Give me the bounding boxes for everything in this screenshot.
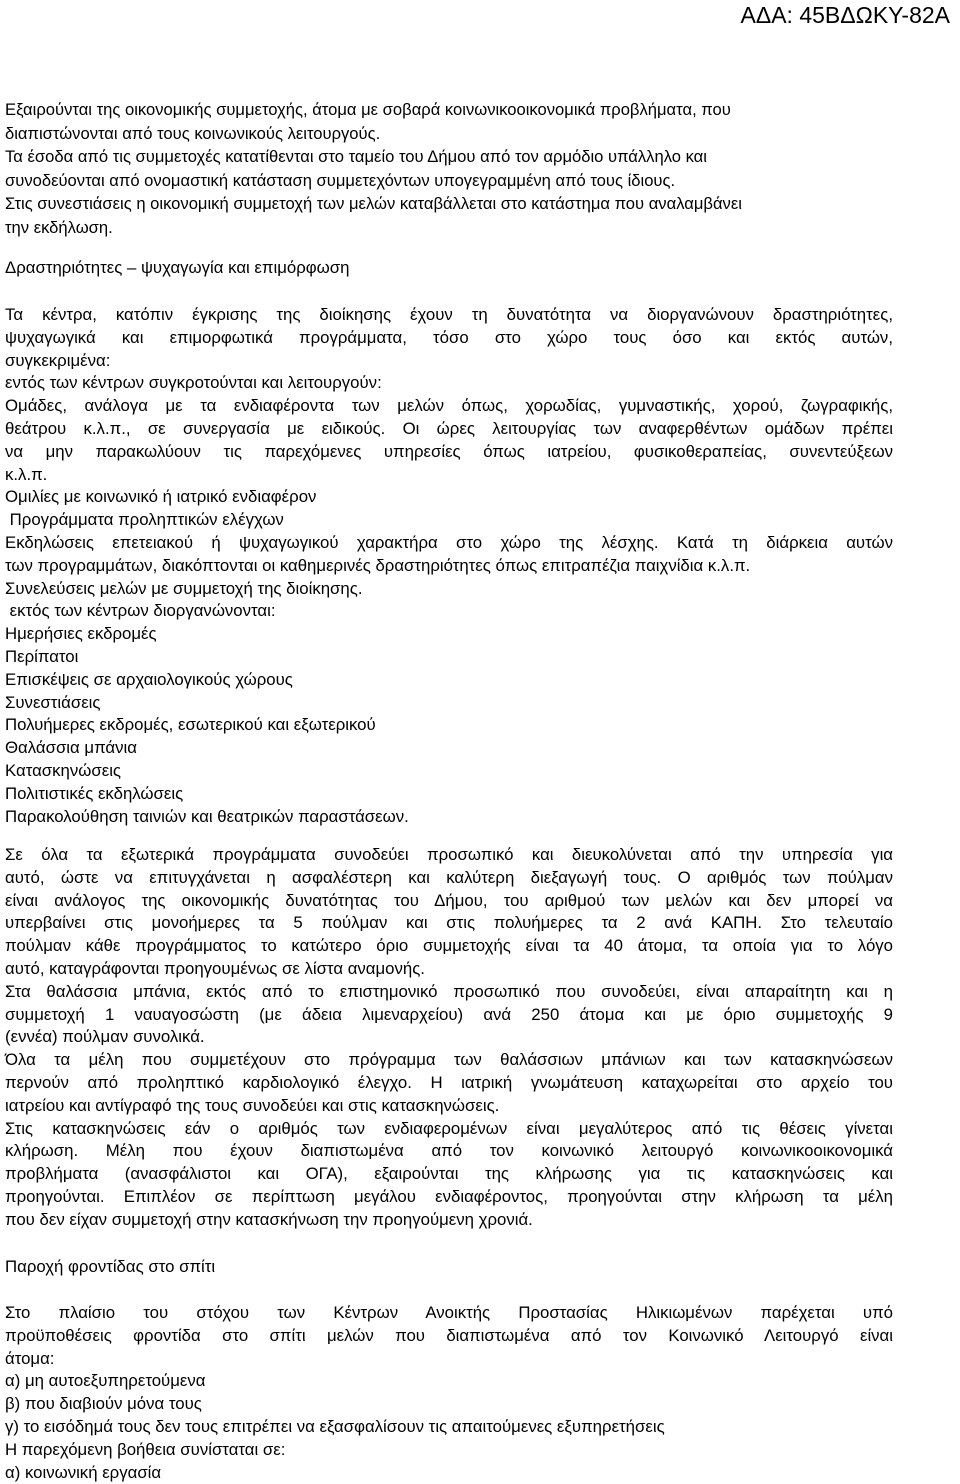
text-line: Εξαιρούνται της οικονομικής συμμετοχής, άτομα με σοβαρά κοινωνικοοικονομικά προβλήματα, που bbox=[5, 100, 731, 119]
text-line: Ομιλίες με κοινωνικό ή ιατρικό ενδιαφέρον bbox=[5, 487, 317, 507]
text-line: των προγραμμάτων, διακόπτονται οι καθημερινές δραστηριότητες όπως επιτραπέζια παιχνίδια κ.λ.π. bbox=[5, 555, 751, 575]
text-line: την εκδήλωση. bbox=[5, 217, 113, 237]
activities-heading: Δραστηριότητες – ψυχαγωγία και επιμόρφωση bbox=[5, 258, 350, 277]
text-line: Στο πλαίσιο του στόχου των Κέντρων Ανοικτής Προστασίας Ηλικιωμένων παρέχεται υπό bbox=[5, 1303, 893, 1322]
text-line: είναι ανάλογος της οικονομικής δυνατότητας του Δήμου, του αριθμού των μελών και δεν μπορεί να bbox=[5, 890, 893, 910]
text-line: θεάτρου κ.λ.π., σε συνεργασία με ειδικούς. Οι ώρες λειτουργίας των αναφερθέντων ομάδων πρέπει bbox=[5, 418, 893, 438]
text-line: ψυχαγωγικά και επιμορφωτικά προγράμματα, τόσο στο χώρο τους όσο και εκτός αυτών, bbox=[5, 327, 893, 347]
text-line: εντός των κέντρων συγκροτούνται και λειτουργούν: bbox=[5, 373, 382, 393]
ada-code-header: ΑΔΑ: 45ΒΔΩΚΥ-82Α bbox=[740, 2, 950, 28]
text-line: Κατασκηνώσεις bbox=[5, 760, 122, 780]
text-line: Συνελεύσεις μελών με συμμετοχή της διοίκησης. bbox=[5, 578, 363, 598]
home-care-heading: Παροχή φροντίδας στο σπίτι bbox=[5, 1257, 216, 1276]
text-line: Προγράμματα προληπτικών ελέγχων bbox=[5, 510, 284, 530]
home-care-text bbox=[5, 1302, 893, 1484]
text-line: Στις συνεστιάσεις η οικονομική συμμετοχή των μελών καταβάλλεται στο κατάστημα που αναλαμβάνει bbox=[5, 194, 742, 213]
external-programs-text bbox=[5, 844, 893, 1232]
text-line: Ομάδες, ανάλογα με τα ενδιαφέροντα των μελών όπως, χορωδίας, γυμναστικής, χορού, ζωγραφικής, bbox=[5, 396, 893, 416]
text-line: συγκεκριμένα: bbox=[5, 350, 111, 370]
text-line: Τα έσοδα από τις συμμετοχές κατατίθενται στο ταμείο του Δήμου από τον αρμόδιο υπάλληλο και bbox=[5, 147, 707, 166]
text-line: Η παρεχόμενη βοήθεια συνίσταται σε: bbox=[5, 1439, 286, 1459]
text-line: υπερβαίνει στις μονοήμερες τα 5 πούλμαν και στις πολυήμερες τα 2 ανά ΚΑΠΗ. Στο τελευταίο bbox=[5, 913, 893, 933]
text-line: (εννέα) πούλμαν συνολικά. bbox=[5, 1027, 205, 1047]
text-line: Συνεστιάσεις bbox=[5, 692, 101, 712]
text-line: β) που διαβιούν μόνα τους bbox=[5, 1394, 202, 1414]
text-line: Επισκέψεις σε αρχαιολογικούς χώρους bbox=[5, 669, 293, 689]
text-line: που δεν είχαν συμμετοχή στην κατασκήνωση την προηγούμενη χρονιά. bbox=[5, 1209, 533, 1229]
text-line: πούλμαν κάθε προγράμματος το κατώτερο όριο συμμετοχής είναι τα 40 άτομα, τα οποία για το λόγο bbox=[5, 936, 893, 956]
text-line: κ.λ.π. bbox=[5, 464, 48, 484]
text-line: γ) το εισόδημά τους δεν τους επιτρέπει να εξασφαλίσουν τις απαιτούμενες εξυπηρετήσεις bbox=[5, 1416, 665, 1436]
text-line: α) μη αυτοεξυπηρετούμενα bbox=[5, 1371, 206, 1391]
text-line: περνούν από προληπτικό καρδιολογικό έλεγχο. Η ιατρική γνωμάτευση καταχωρείται στο αρχείο του bbox=[5, 1072, 893, 1092]
text-line: συμμετοχή 1 ναυαγοσώστη (με άδεια λιμεναρχείου) ανά 250 άτομα και με όριο συμμετοχής 9 bbox=[5, 1004, 893, 1024]
text-line: Παρακολούθηση ταινιών και θεατρικών παραστάσεων. bbox=[5, 806, 409, 826]
participation-exemptions-text bbox=[5, 98, 893, 239]
text-line: αυτό, ώστε να επιτυγχάνεται η ασφαλέστερη και καλύτερη διεξαγωγή τους. Ο αριθμός των πούλμαν bbox=[5, 867, 893, 887]
text-line: συνοδεύονται από ονομαστική κατάσταση συμμετεχόντων υπογεγραμμένη από τους ίδιους. bbox=[5, 170, 676, 190]
text-line: Στις κατασκηνώσεις εάν ο αριθμός των ενδιαφερομένων είναι μεγαλύτερος από τις θέσεις γίνεται bbox=[5, 1118, 893, 1138]
text-line: αυτό, καταγράφονται προηγουμένως σε λίστα αναμονής. bbox=[5, 958, 425, 978]
text-line: Όλα τα μέλη που συμμετέχουν στο πρόγραμμα των θαλάσσιων μπάνιων και των κατασκηνώσεων bbox=[5, 1050, 893, 1070]
text-line: Πολιτιστικές εκδηλώσεις bbox=[5, 783, 184, 803]
text-line: προηγούνται. Επιπλέον σε περίπτωση μεγάλου ενδιαφέροντος, προηγούνται στην κλήρωση τα μέλη bbox=[5, 1186, 893, 1206]
text-line: α) κοινωνική εργασία bbox=[5, 1462, 162, 1482]
text-line: Θαλάσσια μπάνια bbox=[5, 738, 137, 758]
text-line: Εκδηλώσεις επετειακού ή ψυχαγωγικού χαρακτήρα στο χώρο της λέσχης. Κατά τη διάρκεια αυτών bbox=[5, 532, 893, 552]
text-line: διαπιστώνονται από τους κοινωνικούς λειτουργούς. bbox=[5, 123, 381, 143]
text-line: Περίπατοι bbox=[5, 646, 79, 666]
text-line: προϋποθέσεις φροντίδα στο σπίτι μελών που διαπιστωμένα από τον Κοινωνικό Λειτουργό είναι bbox=[5, 1325, 893, 1345]
text-line: ιατρείου και αντίγραφό της τους συνοδεύει και στις κατασκηνώσεις. bbox=[5, 1095, 500, 1115]
text-line: Στα θαλάσσια μπάνια, εκτός από το επιστημονικό προσωπικό που συνοδεύει, είναι απαραίτητη και η bbox=[5, 981, 893, 1001]
text-line: Πολυήμερες εκδρομές, εσωτερικού και εξωτερικού bbox=[5, 715, 376, 735]
text-line: Τα κέντρα, κατόπιν έγκρισης της διοίκησης έχουν τη δυνατότητα να διοργανώνουν δραστηριότητες, bbox=[5, 305, 893, 324]
text-line: να μην παρακωλύουν τις παρεχόμενες υπηρεσίες όπως ιατρείου, φυσικοθεραπείας, συνεντεύξεων bbox=[5, 441, 893, 461]
text-line: κλήρωση. Μέλη που έχουν διαπιστωμένα από τον κοινωνικό λειτουργό κοινωνικοοικονομικά bbox=[5, 1141, 893, 1161]
text-line: Ημερήσιες εκδρομές bbox=[5, 624, 157, 644]
text-line: Σε όλα τα εξωτερικά προγράμματα συνοδεύει προσωπικό και διευκολύνεται από την υπηρεσία για bbox=[5, 845, 893, 864]
text-line: προβλήματα (ανασφάλιστοι και ΟΓΑ), εξαιρούνται της κλήρωσης για τις κατασκηνώσεις και bbox=[5, 1164, 893, 1184]
text-line: άτομα: bbox=[5, 1348, 55, 1368]
text-line: εκτός των κέντρων διοργανώνονται: bbox=[5, 601, 276, 621]
activities-list bbox=[5, 304, 893, 828]
